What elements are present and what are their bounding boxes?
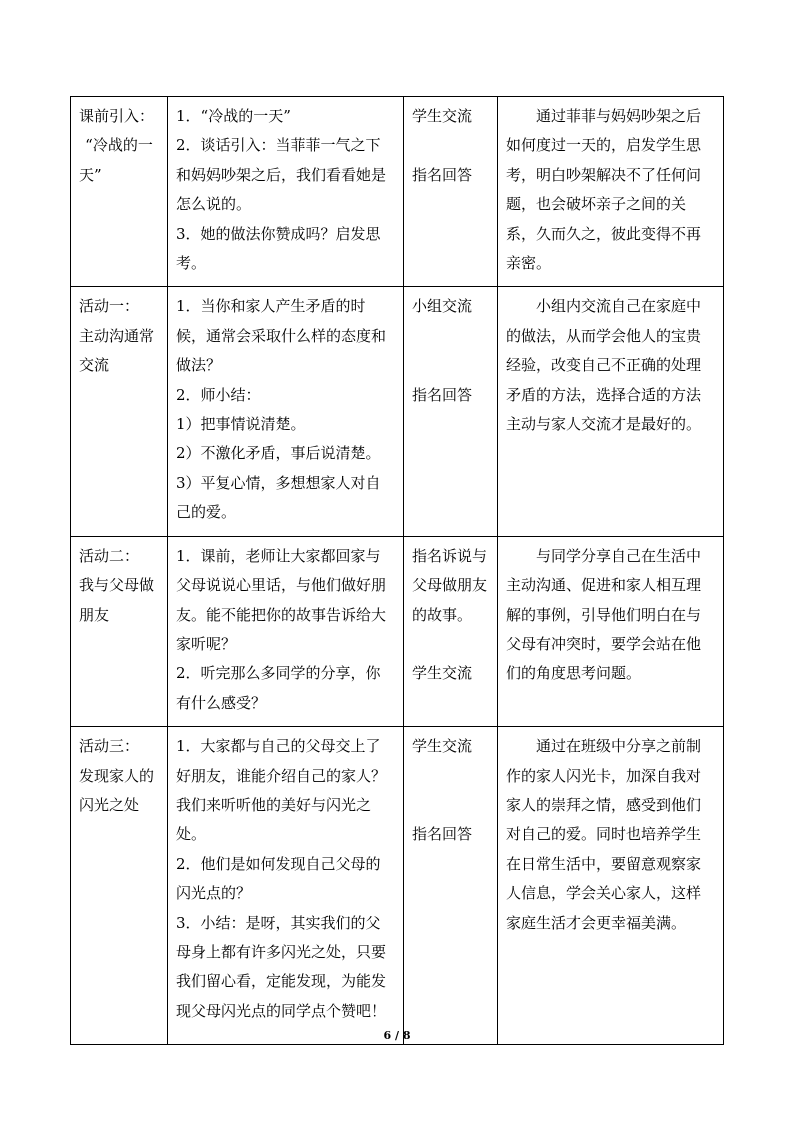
content-item: 2．师小结： [176,385,261,404]
page-number: 6 / 8 [383,1029,411,1042]
activity-cell [404,97,498,287]
content-item: 2．听完那么多同学的分享，你有什么感受？ [176,664,381,712]
activity-spacer [412,351,489,380]
intent-text: 通过在班级中分享之前制作的家人闪光卡，加深自我对家人的崇拜之情，感受到他们对自己的爱。同时也培养学生在日常生活中，要留意观察家人信息，学会关心家人，这样家庭生活才会更幸福美满。 [506,737,702,932]
content-item: 1）把事情说清楚。 [176,415,306,434]
content-item: 3．小结：是呀，其实我们的父母身上都有许多闪光之处，只要我们留心看，定能发现，为能发现父母闪光点的同学点个赞吧！ [176,913,387,1020]
content-item: 2）不激化矛盾，事后说清楚。 [176,444,381,463]
intent-text: 小组内交流自己在家庭中的做法，从而学会他人的宝贵经验，改变自己不正确的处理矛盾的方法，选择合适的方法主动与家人交流才是最好的。 [506,297,702,434]
intent-cell [498,97,724,287]
stage-cell [71,97,168,287]
stage-cell [71,727,168,1045]
table-row-activity-2 [71,536,724,726]
activity-line: 指名回答 [412,825,473,844]
content-item: 1．大家都与自己的父母交上了好朋友，谁能介绍自己的家人？我们来听听他的美好与闪光之处。 [176,737,387,844]
content-item: 3）平复心情，多想想家人对自己的爱。 [176,473,381,522]
activity-line: 指名回答 [412,165,473,184]
stage-line: 我与父母做 [79,576,155,595]
activity-line: 指名诉说与 [412,546,488,565]
stage-line: “冷战的一 [85,136,153,155]
intent-cell [498,536,724,726]
content-item: 2．他们是如何发现自己父母的闪光点的？ [176,854,381,903]
content-item: 1．课前，老师让大家都回家与父母说说心里话，与他们做好朋友。能不能把你的故事告诉给大家听呢？ [176,546,387,653]
lesson-plan-table [70,96,724,1045]
activity-line: 学生交流 [412,107,473,125]
activity-spacer [412,762,489,791]
activity-line: 学生交流 [412,737,473,756]
content-cell [168,727,404,1045]
activity-line: 学生交流 [412,664,473,683]
stage-line: 闪光之处 [79,795,140,814]
stage-line: 朋友 [79,605,110,624]
intent-text: 通过菲菲与妈妈吵架之后如何度过一天的，启发学生思考，明白吵架解决不了任何问题，也会破坏亲子之间的关系，久而久之，彼此变得不再亲密。 [506,107,702,273]
activity-cell [404,727,498,1045]
content-item: 3．她的做法你赞成吗？启发思考。 [176,224,381,273]
stage-line: 发现家人的 [79,766,155,785]
content-cell [168,536,404,726]
stage-cell [71,287,168,536]
activity-cell [404,536,498,726]
stage-line: 天” [79,165,102,184]
stage-line: 活动一： [79,297,140,316]
stage-line: 活动二： [79,546,140,565]
activity-cell [404,287,498,536]
activity-spacer [412,322,489,351]
activity-line: 小组交流 [412,297,473,316]
activity-spacer [412,630,489,659]
content-item: 2．谈话引入：当菲菲一气之下和妈妈吵架之后，我们看看她是怎么说的。 [176,136,387,214]
activity-spacer [412,131,489,160]
intent-cell [498,727,724,1045]
stage-cell [71,536,168,726]
content-cell [168,287,404,536]
activity-line: 父母做朋友 [412,576,488,595]
table-row-activity-3 [71,727,724,1045]
table-row-intro [71,97,724,287]
intent-text: 与同学分享自己在生活中主动沟通、促进和家人相互理解的事例，引导他们明白在与父母有冲突时，要学会站在他们的角度思考问题。 [506,546,702,683]
content-cell [168,97,404,287]
content-item: 1．“冷战的一天” [176,107,291,125]
stage-line: 交流 [79,356,110,375]
activity-spacer [412,791,489,820]
stage-line: 课前引入： [79,107,155,125]
content-item: 1．当你和家人产生矛盾的时候，通常会采取什么样的态度和做法？ [176,297,387,375]
activity-line: 指名回答 [412,385,473,404]
activity-line: 的故事。 [412,605,473,624]
stage-line: 主动沟通常 [79,326,155,345]
table-row-activity-1 [71,287,724,536]
intent-cell [498,287,724,536]
stage-line: 活动三： [79,737,140,756]
